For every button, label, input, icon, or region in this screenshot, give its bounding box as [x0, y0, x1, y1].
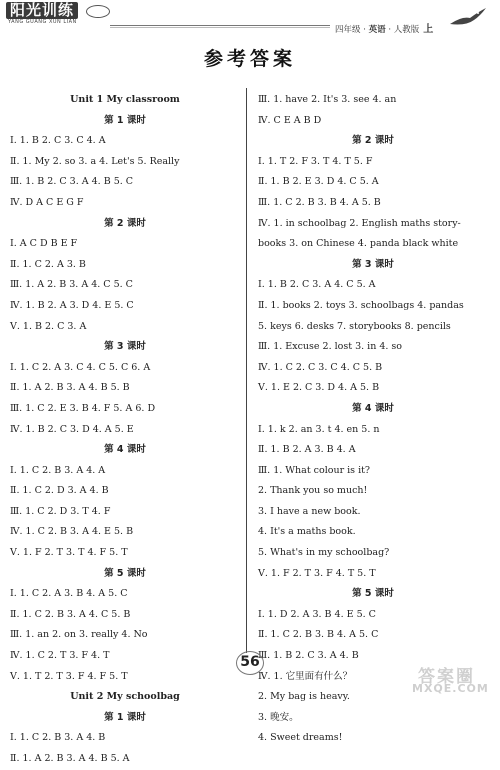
answer-column-right	[258, 90, 488, 749]
brand-title: 阳光训练	[6, 2, 78, 19]
answer-line: Ⅲ. 1. A 2. B 3. A 4. C 5. C	[10, 279, 133, 291]
answer-line: 2. Thank you so much!	[258, 485, 368, 497]
page-title: 参考答案	[203, 48, 296, 70]
answer-line: Ⅰ. 1. C 2. A 3. C 4. C 5. C 6. A	[10, 361, 151, 373]
lesson-heading: 第 3 课时	[352, 258, 394, 270]
answer-line: Ⅳ. 1. B 2. A 3. D 4. E 5. C	[10, 299, 134, 311]
answer-line: 4. It's a maths book.	[258, 526, 356, 538]
answer-line: Ⅱ. 1. C 2. D 3. A 4. B	[10, 485, 109, 497]
answer-line: Ⅳ. 1. B 2. C 3. D 4. A 5. E	[10, 423, 134, 435]
watermark	[412, 662, 496, 696]
page-header	[0, 0, 500, 35]
answer-line: Ⅳ. 1. C 2. T 3. F 4. T	[10, 650, 110, 662]
bird-icon	[448, 6, 488, 28]
grade-prefix: 四年级 ·	[335, 25, 369, 35]
answer-line: books 3. on Chinese 4. panda black white	[258, 238, 459, 250]
unit-heading: Unit 1 My classroom	[70, 94, 180, 105]
answer-line: Ⅲ. 1. C 2. E 3. B 4. F 5. A 6. D	[10, 402, 156, 414]
emblem-icon	[86, 5, 110, 18]
answer-line: Ⅰ. 1. C 2. A 3. B 4. A 5. C	[10, 588, 128, 600]
lesson-heading: 第 2 课时	[104, 217, 146, 229]
column-divider	[246, 88, 247, 653]
lesson-heading: 第 4 课时	[104, 444, 146, 456]
answer-line: Ⅰ. 1. T 2. F 3. T 4. T 5. F	[258, 155, 373, 167]
answer-line: Ⅴ. 1. T 2. T 3. F 4. F 5. T	[10, 670, 128, 682]
lesson-heading: 第 1 课时	[104, 114, 146, 126]
answer-line: Ⅴ. 1. F 2. T 3. T 4. F 5. T	[10, 547, 128, 559]
answer-line: Ⅲ. 1. have 2. It's 3. see 4. an	[258, 94, 397, 105]
answer-line: Ⅰ. 1. B 2. C 3. C 4. A	[10, 135, 106, 147]
lesson-heading: 第 2 课时	[352, 135, 394, 147]
answer-line: Ⅱ. 1. C 2. B 3. B 4. A 5. C	[258, 629, 379, 641]
answer-line: Ⅱ. 1. C 2. A 3. B	[10, 258, 86, 270]
answer-line: Ⅳ. 1. in schoolbag 2. English maths story-	[258, 217, 461, 229]
answer-line: Ⅱ. 1. A 2. B 3. A 4. B 5. A	[10, 753, 130, 764]
answer-line: Ⅲ. 1. Excuse 2. lost 3. in 4. so	[258, 341, 403, 353]
volume-label: 上	[423, 24, 434, 35]
unit-heading: Unit 2 My schoolbag	[70, 691, 180, 703]
watermark-top: 答案圈	[418, 667, 475, 687]
answer-line: Ⅳ. 1. C 2. B 3. A 4. E 5. B	[10, 526, 134, 538]
answer-line: Ⅰ. 1. C 2. B 3. A 4. A	[10, 464, 106, 476]
answer-line: 5. What's in my schoolbag?	[258, 547, 390, 559]
answer-line: 5. keys 6. desks 7. storybooks 8. pencils	[258, 320, 451, 332]
answer-line: 2. My bag is heavy.	[258, 691, 350, 703]
answer-line: Ⅱ. 1. My 2. so 3. a 4. Let's 5. Really	[10, 155, 180, 167]
answer-line: Ⅱ. 1. B 2. A 3. B 4. A	[258, 444, 356, 456]
answer-line: Ⅲ. 1. C 2. B 3. B 4. A 5. B	[258, 196, 381, 208]
header-rule	[110, 25, 330, 26]
header-rule-thin	[110, 27, 330, 28]
answer-line: Ⅰ. A C D B E F	[10, 238, 78, 250]
grade-info	[335, 20, 433, 35]
answer-line: Ⅱ. 1. C 2. B 3. A 4. C 5. B	[10, 608, 131, 620]
lesson-heading: 第 5 课时	[352, 588, 394, 600]
answer-line: Ⅲ. 1. C 2. D 3. T 4. F	[10, 505, 111, 517]
answer-line: Ⅲ. 1. an 2. on 3. really 4. No	[10, 629, 148, 641]
answer-line: 4. Sweet dreams!	[258, 732, 343, 744]
answer-line: Ⅰ. 1. C 2. B 3. A 4. B	[10, 732, 106, 744]
answer-line: Ⅴ. 1. F 2. T 3. F 4. T 5. T	[258, 567, 376, 579]
answer-line: Ⅰ. 1. B 2. C 3. A 4. C 5. A	[258, 279, 376, 291]
answer-line: Ⅲ. 1. B 2. C 3. A 4. B	[258, 650, 359, 662]
answer-line: Ⅴ. 1. E 2. C 3. D 4. A 5. B	[258, 382, 380, 394]
answer-line: Ⅳ. 1. 它里面有什么？	[258, 670, 353, 682]
watermark-bottom: MXQE.COM	[412, 682, 489, 695]
answer-line: Ⅱ. 1. A 2. B 3. A 4. B 5. B	[10, 382, 130, 394]
answer-line: Ⅳ. 1. C 2. C 3. C 4. C 5. B	[258, 361, 383, 373]
subject-label: 英语	[368, 25, 386, 35]
answer-line: Ⅳ. D A C E G F	[10, 196, 84, 208]
answer-column-left	[10, 90, 240, 770]
lesson-heading: 第 1 课时	[104, 711, 146, 723]
answer-line: Ⅱ. 1. B 2. E 3. D 4. C 5. A	[258, 176, 379, 188]
brand-subtitle: YANG GUANG XUN LIAN	[8, 19, 77, 25]
answer-line: Ⅳ. C E A B D	[258, 114, 322, 126]
answer-line: Ⅲ. 1. What colour is it?	[258, 464, 371, 476]
answer-line: 3. 晚安。	[258, 711, 299, 723]
answer-line: Ⅰ. 1. D 2. A 3. B 4. E 5. C	[258, 608, 376, 620]
answer-line: 3. I have a new book.	[258, 505, 361, 517]
answer-line: Ⅴ. 1. B 2. C 3. A	[10, 320, 87, 332]
lesson-heading: 第 5 课时	[104, 567, 146, 579]
lesson-heading: 第 3 课时	[104, 341, 146, 353]
answer-line: Ⅲ. 1. B 2. C 3. A 4. B 5. C	[10, 176, 134, 188]
answer-line: Ⅱ. 1. books 2. toys 3. schoolbags 4. pandas	[258, 299, 464, 311]
edition-label: · 人教版	[385, 25, 420, 35]
brand-logo	[6, 2, 114, 26]
lesson-heading: 第 4 课时	[352, 402, 394, 414]
answer-line: Ⅰ. 1. k 2. an 3. t 4. en 5. n	[258, 423, 380, 435]
page-number: 56	[226, 648, 274, 676]
